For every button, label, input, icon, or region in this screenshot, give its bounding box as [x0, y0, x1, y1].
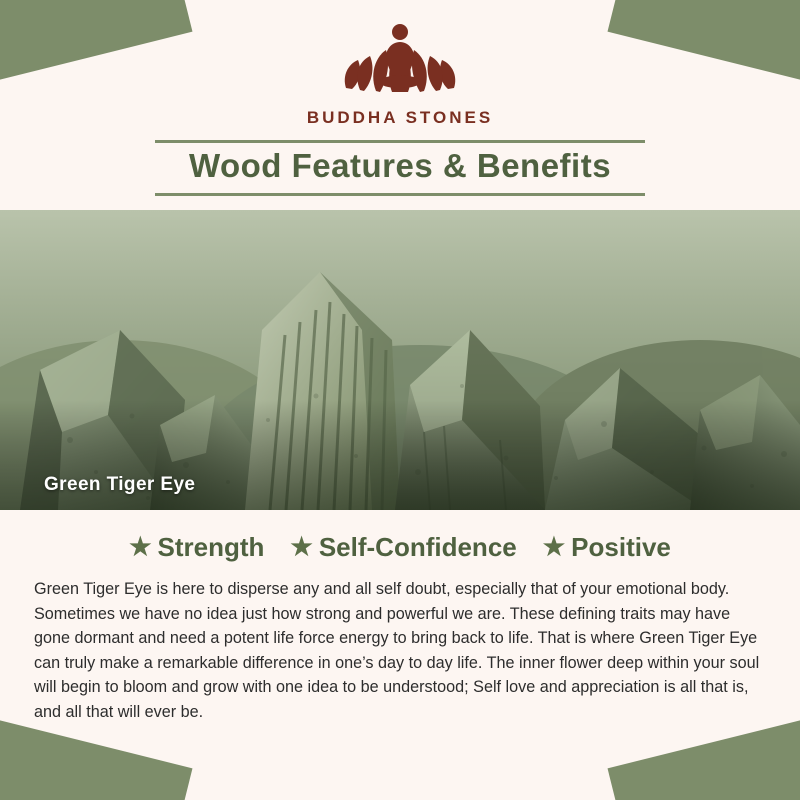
title-band — [0, 140, 800, 196]
benefit-label: Self-Confidence — [318, 531, 517, 562]
benefit-label: Strength — [157, 531, 265, 562]
benefits-row — [0, 532, 800, 563]
brand-name: BUDDHA STONES — [306, 108, 494, 127]
title-box — [155, 140, 645, 196]
brand-logo — [0, 18, 800, 128]
benefit-item — [290, 532, 516, 563]
green-tiger-eye-stones-photo — [0, 210, 800, 510]
hero-photo — [0, 210, 800, 510]
benefit-label: Positive — [571, 531, 671, 562]
star-icon: ★ — [129, 532, 152, 561]
star-icon: ★ — [542, 532, 566, 561]
star-icon: ★ — [290, 532, 313, 561]
page-title: Wood Features & Benefits — [188, 147, 612, 184]
page-header — [0, 0, 800, 128]
lotus-meditation-icon — [336, 18, 464, 110]
photo-caption: Green Tiger Eye — [44, 473, 196, 495]
benefit-item — [543, 532, 671, 563]
description-text: Green Tiger Eye is here to disperse any and all self doubt, especially that of your emotional body. Sometimes we have no idea just how strong and powerful we are. These defining traits may have gone dormant and need a potent life force energy to bring back to life. That is where Green Tiger Eye can truly make a remarkable difference in one’s day to day life. The inner flower deep within your soul will begin to bloom and grow with one idea to be understood; Self love and appreciation is all that is, and all that will ever be. — [34, 579, 760, 722]
benefit-item — [129, 532, 264, 563]
